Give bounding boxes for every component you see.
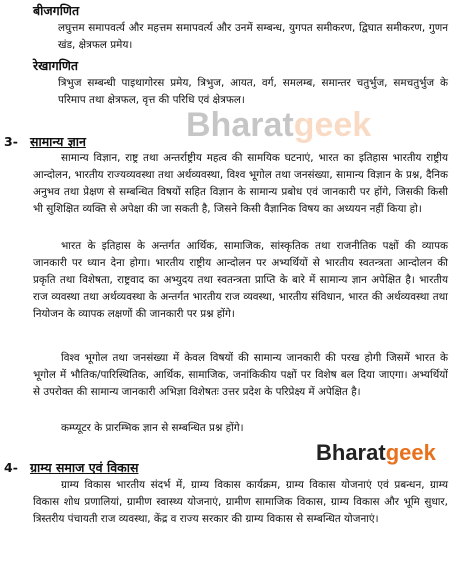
general-knowledge-paragraph-3: विश्व भूगोल तथा जनसंख्या में केवल विषयों की सामान्य जानकारी की परख होगी जिसमें भारत के भूगोल में भौतिक/पारिस्थितिक, आर्थिक, सामाजिक, जनांकिकीय पक्षों पर विशेष बल दिया जाएगा। अभ्यर्थियों से उपरोक्त की सामान्य जानकारी अभिज्ञा विशेषतः उत्तर प्रदेश के परिप्रेक्ष्य में अपेक्षित है।: [33, 352, 448, 398]
section-3-heading: [4, 133, 86, 150]
section-number: 3-: [4, 134, 18, 149]
section-number: 4-: [4, 460, 18, 475]
general-knowledge-paragraph-4: कम्प्यूटर के प्रारम्भिक ज्ञान से सम्बन्धित प्रश्न होंगे।: [61, 422, 244, 434]
rural-development-paragraph: ग्राम्य विकास भारतीय संदर्भ में, ग्राम्य विकास कार्यक्रम, ग्राम्य विकास योजनाएं एवं प्रबन्धन, ग्राम्य विकास शोध प्रणालियां, ग्रामीण स्वास्थ्य योजनाएं, ग्रामीण सामाजिक विकास, ग्राम्य विकास और भूमि सुधार, त्रिस्तरीय पंचायती राज व्यवस्था, केंद्र व राज्य सरकार की ग्राम्य विकास से सम्बन्धित योजनाएं।: [33, 479, 448, 525]
section-4-heading: [4, 459, 138, 476]
geometry-heading: रेखागणित: [33, 58, 79, 73]
algebra-heading: बीजगणित: [33, 3, 80, 18]
geometry-text: त्रिभुज सम्बन्धी पाइथागोरस प्रमेय, त्रिभुज, आयत, वर्ग, समलम्ब, समान्तर चतुर्भुज, समचतुर्भुज के परिमाप तथा क्षेत्रफल, वृत्त की परिधि एवं क्षेत्रफल।: [58, 77, 448, 106]
watermark-logo-bottom: Bharatgeek: [316, 440, 436, 465]
general-knowledge-paragraph-1: सामान्य विज्ञान, राष्ट्र तथा अन्तर्राष्ट्रीय महत्व की सामयिक घटनाएं, भारत का इतिहास भारतीय राष्ट्रीय आन्दोलन, भारतीय राज्यव्यवस्था तथा अर्थव्यवस्था, विश्व भूगोल तथा जनसंख्या, सामान्य विज्ञान के प्रश्न, दैनिक अनुभव तथा प्रेक्षण से सम्बन्धित विषयों सहित विज्ञान के सामान्य प्रबोध एवं जानकारी पर होंगे, जिसकी किसी भी सुशिक्षित व्यक्ति से अपेक्षा की जा सकती है, जिसने किसी वैज्ञानिक विषय का अध्ययन नहीं किया हो।: [33, 152, 448, 215]
watermark-logo: Bharatgeek: [186, 106, 372, 144]
section-title: ग्राम्य समाज एवं विकास: [30, 460, 139, 475]
algebra-text: लघुत्तम समापवर्त्य और महत्तम समापवर्त्य और उनमें सम्बन्ध, युगपत समीकरण, द्विघात समीकरण, गुणन खंड, क्षेत्रफल प्रमेय।: [58, 22, 448, 51]
section-title: सामान्य ज्ञान: [30, 134, 86, 149]
general-knowledge-paragraph-2: भारत के इतिहास के अन्तर्गत आर्थिक, सामाजिक, सांस्कृतिक तथा राजनीतिक पक्षों की व्यापक जानकारी पर ध्यान देना होगा। भारतीय राष्ट्रीय आन्दोलन पर अभ्यर्थियों से भारतीय स्वतन्त्रता आन्दोलन की प्रकृति तथा विशेषता, राष्ट्रवाद का अभ्युदय तथा स्वतन्त्रता प्राप्ति के बारे में सामान्य ज्ञान अपेक्षित है। भारतीय राज व्यवस्था तथा अर्थव्यवस्था के अन्तर्गत भारतीय राज व्यवस्था, भारतीय संविधान, भारत की अर्थव्यवस्था तथा नियोजन के व्यापक लक्षणों की जानकारी पर प्रश्न होंगे।: [33, 240, 448, 320]
